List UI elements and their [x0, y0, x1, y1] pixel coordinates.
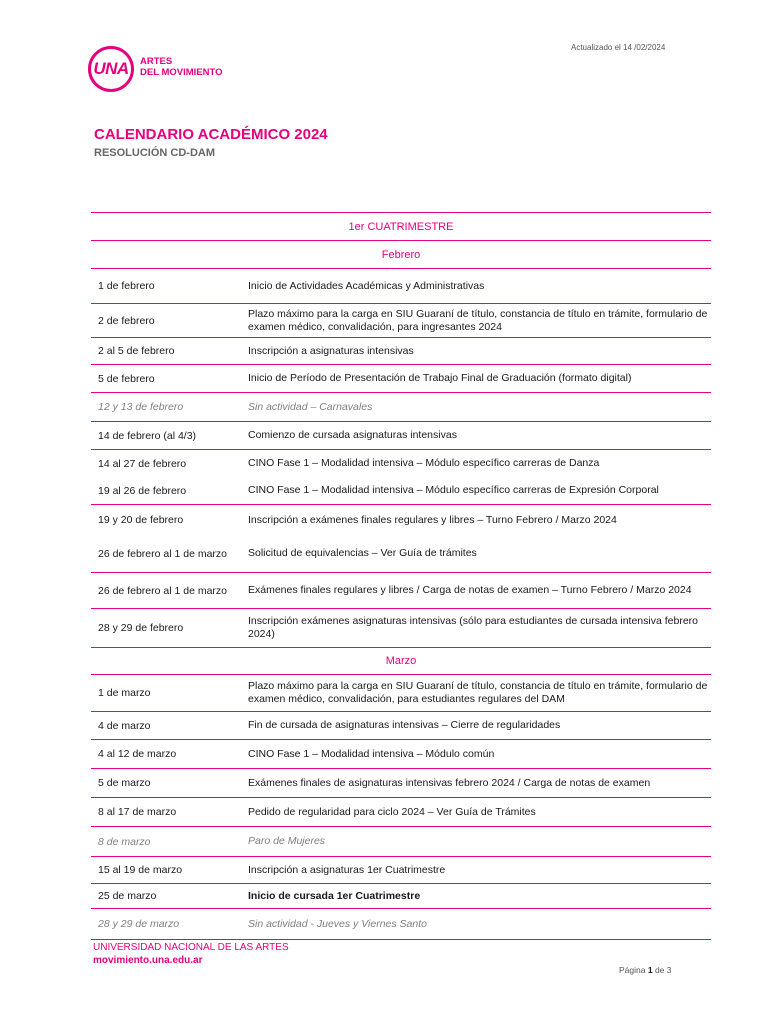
table-row	[91, 797, 711, 826]
row-text: Solicitud de equivalencias – Ver Guía de trámites	[248, 547, 477, 559]
page-subtitle: RESOLUCIÓN CD-DAM	[94, 147, 215, 159]
row-text: Plazo máximo para la carga en SIU Guaraní de título, constancia de título en trámite, formulario de examen médico, convalidación, para ingresantes 2024	[248, 307, 708, 333]
table-row	[91, 826, 711, 856]
page-current: 1	[647, 965, 653, 975]
row-text: Exámenes finales de asignaturas intensivas febrero 2024 / Carga de notas de examen	[248, 776, 651, 789]
table-row	[91, 711, 711, 739]
table-row	[91, 392, 711, 421]
logo-line-1: ARTES	[140, 56, 173, 67]
page-total: de 3	[654, 965, 672, 975]
row-date: 2 de febrero	[98, 314, 155, 327]
month-header-february: Febrero	[91, 240, 711, 268]
logo-line-2: DEL MOVIMIENTO	[140, 67, 223, 78]
row-text: Inscripción exámenes asignaturas intensivas (sólo para estudiantes de cursada intensiva febrero 2024)	[248, 615, 699, 640]
row-text: Inscripción a asignaturas 1er Cuatrimestre	[248, 863, 446, 876]
table-row	[91, 477, 711, 504]
row-date: 26 de febrero al 1 de marzo	[98, 584, 227, 597]
table-row	[91, 608, 711, 647]
row-date: 5 de febrero	[98, 372, 155, 385]
row-date: 28 y 29 de marzo	[98, 918, 180, 930]
row-date: 1 de febrero	[98, 280, 155, 292]
table-row	[91, 572, 711, 608]
row-text: CINO Fase 1 – Modalidad intensiva – Módulo específico carreras de Expresión Corporal	[248, 484, 659, 496]
period-header: 1er CUATRIMESTRE	[91, 212, 711, 240]
row-text: Inscripción a asignaturas intensivas	[248, 344, 414, 357]
table-row	[91, 337, 711, 364]
page-number	[619, 965, 672, 975]
row-text: Inicio de Período de Presentación de Trabajo Final de Graduación (formato digital)	[248, 372, 632, 384]
page-title: CALENDARIO ACADÉMICO 2024	[94, 126, 328, 143]
logo-text	[140, 56, 223, 78]
logo-circle-icon	[88, 46, 134, 92]
row-text: CINO Fase 1 – Modalidad intensiva – Módulo específico carreras de Danza	[248, 457, 600, 469]
table-row	[91, 303, 711, 337]
table-row	[91, 449, 711, 477]
row-date: 19 al 26 de febrero	[98, 484, 187, 497]
row-text: Plazo máximo para la carga en SIU Guaraní de título, constancia de título en trámite, formulario de examen médico, convalidación, para estudiantes regulares del DAM	[248, 680, 708, 705]
row-date: 25 de marzo	[98, 890, 157, 902]
row-date: 4 de marzo	[98, 719, 151, 732]
row-date: 14 de febrero (al 4/3)	[98, 429, 197, 442]
row-text: Fin de cursada de asignaturas intensivas – Cierre de regularidades	[248, 719, 561, 731]
table-row	[91, 908, 711, 939]
page-label: Página	[619, 965, 646, 975]
row-text: CINO Fase 1 – Modalidad intensiva – Módulo común	[248, 747, 495, 760]
row-text: Inicio de cursada 1er Cuatrimestre	[248, 889, 421, 902]
table-row	[91, 535, 711, 572]
logo-mark: UNA	[93, 59, 129, 78]
updated-date: Actualizado el 14 /02/2024	[571, 43, 666, 52]
table-row	[91, 739, 711, 768]
row-date: 26 de febrero al 1 de marzo	[98, 547, 227, 560]
row-text: Sin actividad – Carnavales	[248, 400, 373, 413]
row-text: Comienzo de cursada asignaturas intensivas	[248, 429, 457, 441]
table-row	[91, 504, 711, 535]
table-row	[91, 268, 711, 303]
row-date: 2 al 5 de febrero	[98, 345, 175, 357]
table-row	[91, 856, 711, 883]
row-date: 28 y 29 de febrero	[98, 622, 184, 634]
row-date: 19 y 20 de febrero	[98, 514, 184, 526]
footer-website[interactable]: movimiento.una.edu.ar	[93, 955, 203, 966]
table-row	[91, 768, 711, 797]
table-row	[91, 883, 711, 908]
row-text: Paro de Mujeres	[248, 835, 326, 847]
row-date: 8 al 17 de marzo	[98, 806, 177, 818]
row-date: 15 al 19 de marzo	[98, 864, 183, 876]
month-header-march: Marzo	[91, 647, 711, 674]
row-text: Inscripción a exámenes finales regulares y libres – Turno Febrero / Marzo 2024	[248, 513, 617, 526]
row-date: 14 al 27 de febrero	[98, 457, 187, 470]
una-logo	[88, 46, 228, 96]
row-text: Pedido de regularidad para ciclo 2024 – Ver Guía de Trámites	[248, 805, 536, 818]
table-row	[91, 364, 711, 392]
row-date: 8 de marzo	[98, 835, 151, 848]
calendar-table	[91, 212, 711, 940]
row-text: Inicio de Actividades Académicas y Administrativas	[248, 279, 485, 292]
row-date: 5 de marzo	[98, 777, 151, 789]
row-text: Exámenes finales regulares y libres / Carga de notas de examen – Turno Febrero / Marzo 2024	[248, 584, 692, 596]
footer-organization: UNIVERSIDAD NACIONAL DE LAS ARTES	[93, 942, 289, 953]
row-date: 4 al 12 de marzo	[98, 748, 177, 760]
row-text: Sin actividad - Jueves y Viernes Santo	[248, 917, 427, 930]
table-bottom-divider	[91, 939, 711, 940]
row-date: 12 y 13 de febrero	[98, 401, 184, 413]
row-date: 1 de marzo	[98, 687, 151, 699]
table-row	[91, 674, 711, 711]
table-row	[91, 421, 711, 449]
